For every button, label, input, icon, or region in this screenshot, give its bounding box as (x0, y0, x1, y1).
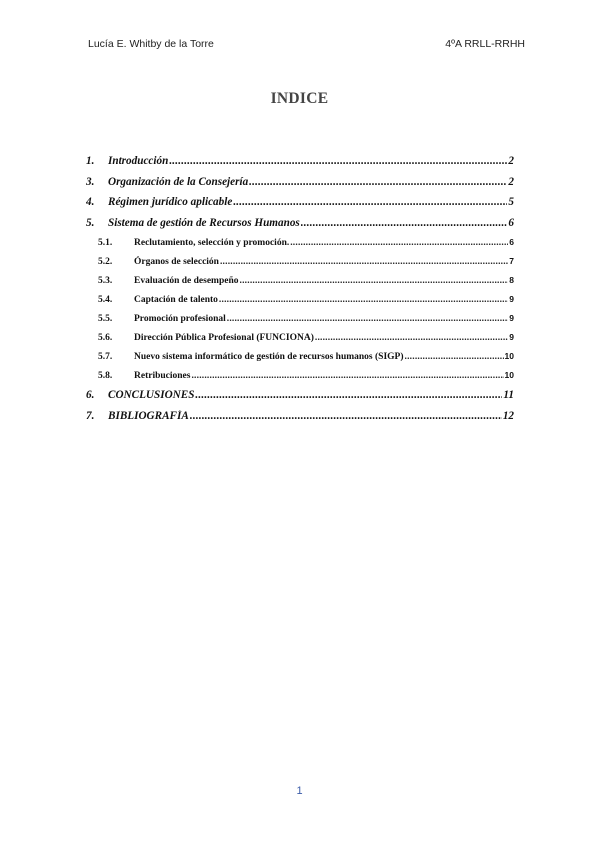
toc-entry-number: 5.6. (98, 333, 113, 343)
toc-entry-label: Nuevo sistema informático de gestión de recursos humanos (SIGP) (134, 352, 404, 362)
toc-leader-dots (227, 314, 509, 324)
toc-entry-page: 5 (508, 196, 514, 208)
toc-entry[interactable] (86, 155, 514, 176)
toc-entry-label: Retribuciones (134, 371, 191, 381)
toc-leader-dots (301, 217, 508, 229)
toc-entry-label: Organización de la Consejería (108, 175, 249, 188)
toc-entry-label: Dirección Pública Profesional (FUNCIONA) (134, 333, 314, 343)
toc-entry-page: 12 (502, 409, 514, 422)
toc-entry[interactable] (86, 332, 514, 351)
page-number: 1 (296, 785, 303, 797)
toc-leader-dots (190, 410, 502, 422)
toc-leader-dots (290, 238, 508, 248)
toc-leader-dots (405, 352, 504, 362)
toc-entry-page: 10 (504, 370, 514, 380)
toc-entry[interactable] (86, 410, 514, 431)
toc-entry-number: 4. (86, 196, 95, 208)
header-course: 4ºA RRLL-RRHH (445, 38, 525, 50)
toc-leader-dots (233, 196, 507, 208)
toc-entry-label: CONCLUSIONES (108, 389, 195, 401)
table-of-contents (86, 155, 514, 430)
toc-leader-dots (219, 295, 508, 305)
toc-entry-page: 6 (509, 237, 514, 247)
toc-entry-page: 2 (508, 175, 514, 188)
page-header (88, 38, 525, 50)
toc-entry[interactable] (86, 176, 514, 197)
toc-entry[interactable] (86, 237, 514, 256)
toc-leader-dots (240, 276, 509, 286)
toc-entry[interactable] (86, 313, 514, 332)
toc-entry[interactable] (86, 389, 514, 410)
toc-entry-page: 9 (509, 294, 514, 304)
toc-entry-number: 3. (86, 175, 95, 188)
toc-entry-page: 11 (503, 389, 514, 401)
toc-leader-dots (315, 333, 508, 343)
toc-entry[interactable] (86, 294, 514, 313)
toc-entry[interactable] (86, 217, 514, 238)
toc-entry[interactable] (86, 275, 514, 294)
toc-leader-dots (195, 389, 502, 401)
toc-entry-page: 9 (509, 313, 514, 323)
toc-entry-number: 5.2. (98, 257, 113, 267)
toc-leader-dots (249, 176, 507, 188)
toc-leader-dots (220, 257, 508, 267)
header-author: Lucía E. Whitby de la Torre (88, 38, 214, 50)
toc-entry-number: 5. (86, 216, 95, 229)
toc-entry-page: 10 (504, 351, 514, 361)
toc-entry-page: 9 (509, 332, 514, 342)
toc-entry-label: Régimen jurídico aplicable (108, 196, 233, 208)
page-title: INDICE (270, 90, 329, 107)
toc-entry-label: Promoción profesional (134, 314, 226, 324)
toc-entry-number: 5.8. (98, 371, 113, 381)
toc-entry-label: Introducción (108, 155, 169, 167)
toc-entry[interactable] (86, 256, 514, 275)
toc-entry[interactable] (86, 196, 514, 217)
toc-entry[interactable] (86, 370, 514, 389)
toc-entry-label: BIBLIOGRAFÍA (108, 409, 189, 422)
toc-entry-number: 1. (86, 155, 95, 167)
toc-entry-number: 5.4. (98, 295, 113, 305)
toc-entry-number: 5.1. (98, 238, 113, 248)
toc-entry-label: Sistema de gestión de Recursos Humanos (108, 216, 300, 229)
toc-entry-number: 6. (86, 389, 95, 401)
toc-entry-label: Órganos de selección (134, 257, 219, 267)
toc-entry-label: Reclutamiento, selección y promoción. (134, 238, 290, 248)
toc-entry-label: Captación de talento (134, 295, 218, 305)
toc-entry-number: 5.3. (98, 276, 113, 286)
toc-entry-page: 6 (508, 216, 514, 229)
toc-leader-dots (169, 155, 507, 167)
toc-entry-number: 5.5. (98, 314, 113, 324)
toc-entry-number: 5.7. (98, 352, 113, 362)
toc-entry-page: 7 (509, 256, 514, 266)
toc-entry-label: Evaluación de desempeño (134, 276, 239, 286)
toc-entry-number: 7. (86, 409, 95, 422)
toc-entry[interactable] (86, 351, 514, 370)
toc-leader-dots (191, 371, 503, 381)
toc-entry-page: 2 (508, 155, 514, 167)
toc-entry-page: 8 (509, 275, 514, 285)
